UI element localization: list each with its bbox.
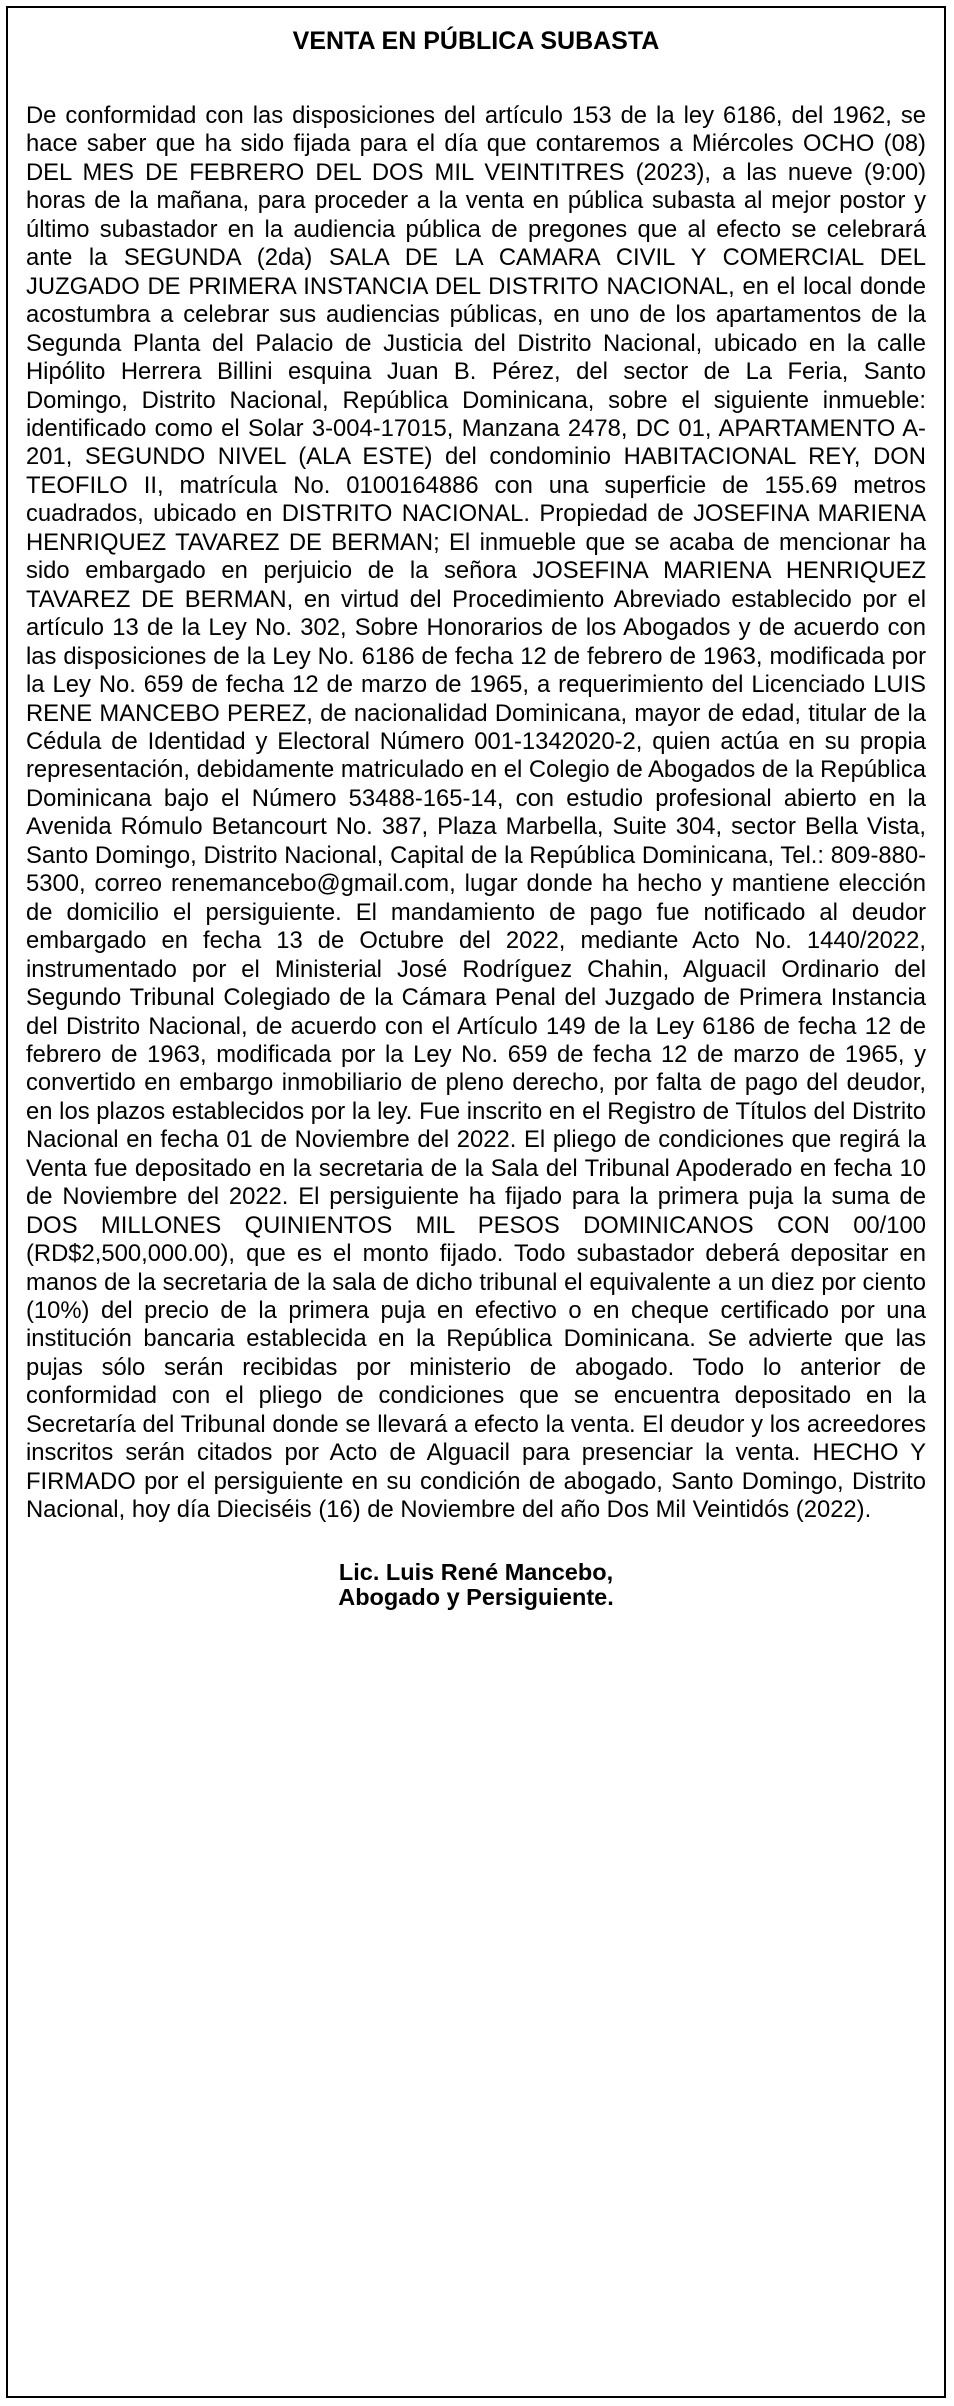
signature-role: Abogado y Persiguiente. [338,1583,614,1610]
notice-body: De conformidad con las disposiciones del artículo 153 de la ley 6186, del 1962, se hace saber que ha sido fijada para el día que contaremos a Miércoles OCHO (08) DEL MES DE FEBRERO DEL DOS MIL VEINTITRES (2023), a las nueve (9:00) horas de la mañana, para proceder a la venta en pública subasta al mejor postor y último subastador en la audiencia pública de pregones que al efecto se celebrará ante la SEGUNDA (2da) SALA DE LA CAMARA CIVIL Y COMERCIAL DEL JUZGADO DE PRIMERA INSTANCIA DEL DISTRITO NACIONAL, en el local donde acostumbra a celebrar sus audiencias públicas, en uno de los apartamentos de la Segunda Planta del Palacio de Justicia del Distrito Nacional, ubicado en la calle Hipólito Herrera Billini esquina Juan B. Pérez, del sector de La Feria, Santo Domingo, Distrito Nacional, República Dominicana, sobre el siguiente inmueble: identificado como el Solar 3-004-17015, Manzana 2478, DC 01, APARTAMENTO A-201, SEGUNDO NIVEL (ALA ESTE) del condominio HABITACIONAL REY, DON TEOFILO II, matrícula No. 0100164886 con una superficie de 155.69 metros cuadrados, ubicado en DISTRITO NACIONAL. Propiedad de JOSEFINA MARIENA HENRIQUEZ TAVAREZ DE BERMAN; El inmueble que se acaba de mencionar ha sido embargado en perjuicio de la señora JOSEFINA MARIENA HENRIQUEZ TAVAREZ DE BERMAN, en virtud del Procedimiento Abreviado establecido por el artículo 13 de la Ley No. 302, Sobre Honorarios de los Abogados y de acuerdo con las disposiciones de la Ley No. 6186 de fecha 12 de febrero de 1963, modificada por la Ley No. 659 de fecha 12 de marzo de 1965, a requerimiento del Licenciado LUIS RENE MANCEBO PEREZ, de nacionalidad Dominicana, mayor de edad, titular de la Cédula de Identidad y Electoral Número 001-1342020-2, quien actúa en su propia representación, debidamente matriculado en el Colegio de Abogados de la República Dominicana bajo el Número 53488-165-14, con estudio profesional abierto en la Avenida Rómulo Betancourt No. 387, Plaza Marbella, Suite 304, sector Bella Vista, Santo Domingo, Distrito Nacional, Capital de la República Dominicana, Tel.: 809-880-5300, correo renemancebo@gmail.com, lugar donde ha hecho y mantiene elección de domicilio el persiguiente. El mandamiento de pago fue notificado al deudor embargado en fecha 13 de Octubre del 2022, mediante Acto No. 1440/2022, instrumentado por el Ministerial José Rodríguez Chahin, Alguacil Ordinario del Segundo Tribunal Colegiado de la Cámara Penal del Juzgado de Primera Instancia del Distrito Nacional, de acuerdo con el Artículo 149 de la Ley 6186 de fecha 12 de febrero de 1963, modificada por la Ley No. 659 de fecha 12 de marzo de 1965, y convertido en embargo inmobiliario de pleno derecho, por falta de pago del deudor, en los plazos establecidos por la ley. Fue inscrito en el Registro de Títulos del Distrito Nacional en fecha 01 de Noviembre del 2022. El pliego de condiciones que regirá la Venta fue depositado en la secretaria de la Sala del Tribunal Apoderado en fecha 10 de Noviembre del 2022. El persiguiente ha fijado para la primera puja la suma de DOS MILLONES QUINIENTOS MIL PESOS DOMINICANOS CON 00/100 (RD$2,500,000.00), que es el monto fijado. Todo subastador deberá depositar en manos de la secretaria de la sala de dicho tribunal el equivalente a un diez por ciento (10%) del precio de la primera puja en efectivo o en cheque certificado por una institución bancaria establecida en la República Dominicana. Se advierte que las pujas sólo serán recibidas por ministerio de abogado. Todo lo anterior de conformidad con el pliego de condiciones que se encuentra depositado en la Secretaría del Tribunal donde se llevará a efecto la venta. El deudor y los acreedores inscritos serán citados por Acto de Alguacil para presenciar la venta. HECHO Y FIRMADO por el persiguiente en su condición de abogado, Santo Domingo, Distrito Nacional, hoy día Dieciséis (16) de Noviembre del año Dos Mil Veintidós (2022). [26,102,926,1524]
signature-name: Lic. Luis René Mancebo, [338,1558,614,1585]
signature-block [8,1560,944,1610]
notice-title: VENTA EN PÚBLICA SUBASTA [292,27,660,55]
notice-frame [6,6,946,2398]
